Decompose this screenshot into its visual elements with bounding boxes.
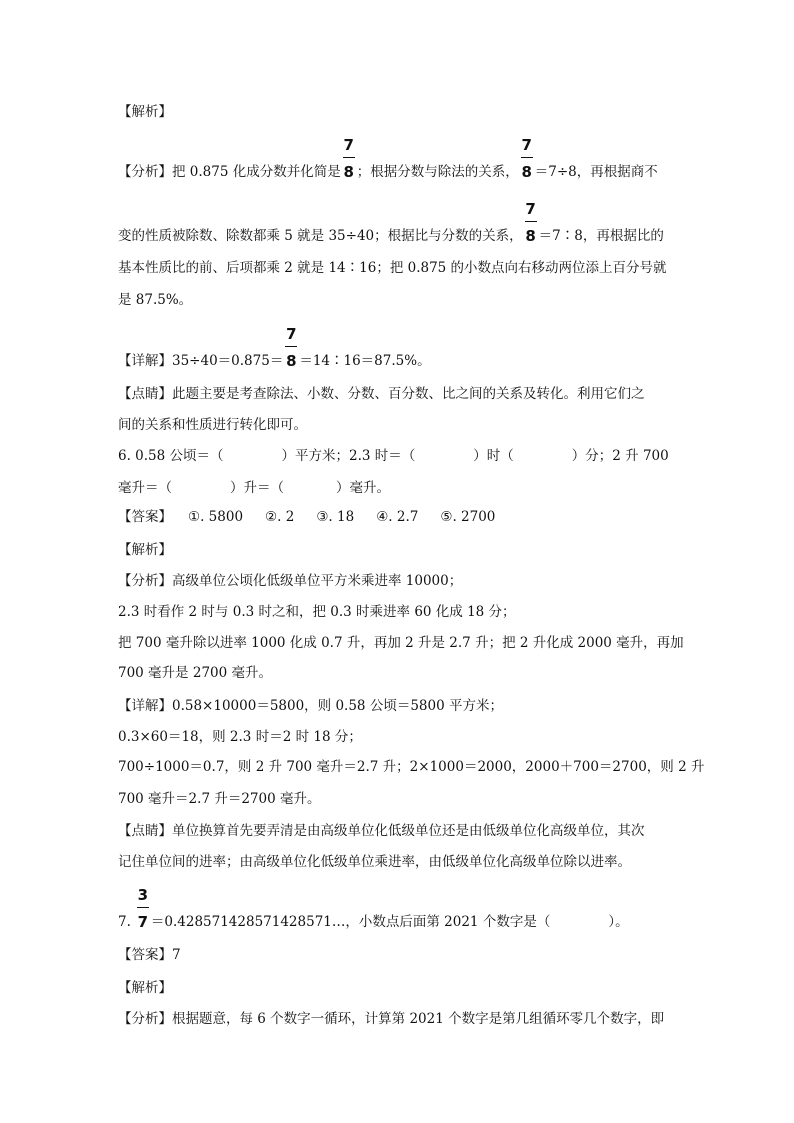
answer-item: ①. 5800 (188, 509, 244, 525)
remark-line: 记住单位间的进率；由高级单位化低级单位乘进率，由低级单位化高级单位除以进率。 (118, 854, 631, 870)
remark-line: 【点睛】此题主要是考查除法、小数、分数、百分数、比之间的关系及转化。利用它们之 (118, 386, 645, 402)
remark-line: 【点睛】单位换算首先要弄清是由高级单位化低级单位还是由低级单位化高级单位，其次 (118, 823, 645, 839)
analysis-line: 基本性质比的前、后项都乘 2 就是 14∶16；把 0.875 的小数点向右移动两位添上百分号就 (118, 260, 667, 276)
analysis-heading: 【解析】 (118, 104, 172, 120)
fraction-three-sevenths: $\frac{3}{7}$ (137, 886, 149, 931)
answer-item: ②. 2 (265, 509, 295, 525)
analysis-heading: 【解析】 (118, 542, 172, 558)
analysis-line: 变的性质被除数、除数都乘 5 就是 35÷40；根据比与分数的关系， $\frac{7}{8}$ ＝7∶8，再根据比的 (118, 200, 664, 245)
analysis-line: 【分析】把 0.875 化成分数并化简是 $\frac{7}{8}$ ；根据分数与除法的关系， $\frac{7}{8}$ ＝7÷8，再根据商不 (118, 136, 658, 181)
analysis-line: 是 87.5%。 (118, 292, 193, 308)
answer-line: 【答案】 ①. 5800 ②. 2 ③. 18 ④. 2.7 ⑤. 2700 (118, 509, 496, 525)
remark-line: 间的关系和性质进行转化即可。 (118, 417, 307, 433)
question-6: 毫升＝（ ）升＝（ ）毫升。 (118, 480, 390, 496)
question-6: 6. 0.58 公顷＝（ ）平方米；2.3 时＝（ ）时（ ）分；2 升 700 (118, 448, 669, 464)
analysis-line: 【分析】高级单位公顷化低级单位平方米乘进率 10000； (118, 573, 463, 589)
detail-line: 700 毫升＝2.7 升＝2700 毫升。 (118, 791, 321, 807)
analysis-line: 把 700 毫升除以进率 1000 化成 0.7 升，再加 2 升是 2.7 升；把 2 升化成 2000 毫升，再加 (118, 635, 684, 651)
analysis-heading: 【解析】 (118, 980, 172, 996)
detail-line: 【详解】0.58×10000＝5800，则 0.58 公顷＝5800 平方米； (118, 698, 503, 714)
analysis-line: 700 毫升是 2700 毫升。 (118, 665, 272, 681)
detail-line: 700÷1000＝0.7，则 2 升 700 毫升＝2.7 升；2×1000＝2000，2000＋700＝2700，则 2 升 (118, 759, 705, 775)
answer-item: ⑤. 2700 (440, 509, 496, 525)
fraction-seven-eighths: $\frac{7}{8}$ (343, 136, 354, 181)
analysis-line: 2.3 时看作 2 时与 0.3 时之和，把 0.3 时乘进率 60 化成 18 分； (118, 604, 516, 620)
detail-line: 0.3×60＝18，则 2.3 时＝2 时 18 分； (118, 729, 362, 745)
analysis-line: 【分析】根据题意，每 6 个数字一循环，计算第 2021 个数字是第几组循环零几个数字，即 (118, 1011, 665, 1027)
fraction-seven-eighths: $\frac{7}{8}$ (521, 136, 532, 181)
fraction-seven-eighths: $\frac{7}{8}$ (525, 200, 536, 245)
detail-line: 【详解】35÷40＝0.875＝ $\frac{7}{8}$ ＝14∶16＝87.5%。 (118, 325, 431, 370)
question-7: 7. $\frac{3}{7}$ ＝0.428571428571428571…，小数点后面第 2021 个数字是（ ）。 (118, 886, 629, 931)
answer-item: ③. 18 (316, 509, 355, 525)
answer-item: ④. 2.7 (376, 509, 419, 525)
fraction-seven-eighths: $\frac{7}{8}$ (286, 325, 297, 370)
answer-line: 【答案】7 (118, 947, 181, 963)
